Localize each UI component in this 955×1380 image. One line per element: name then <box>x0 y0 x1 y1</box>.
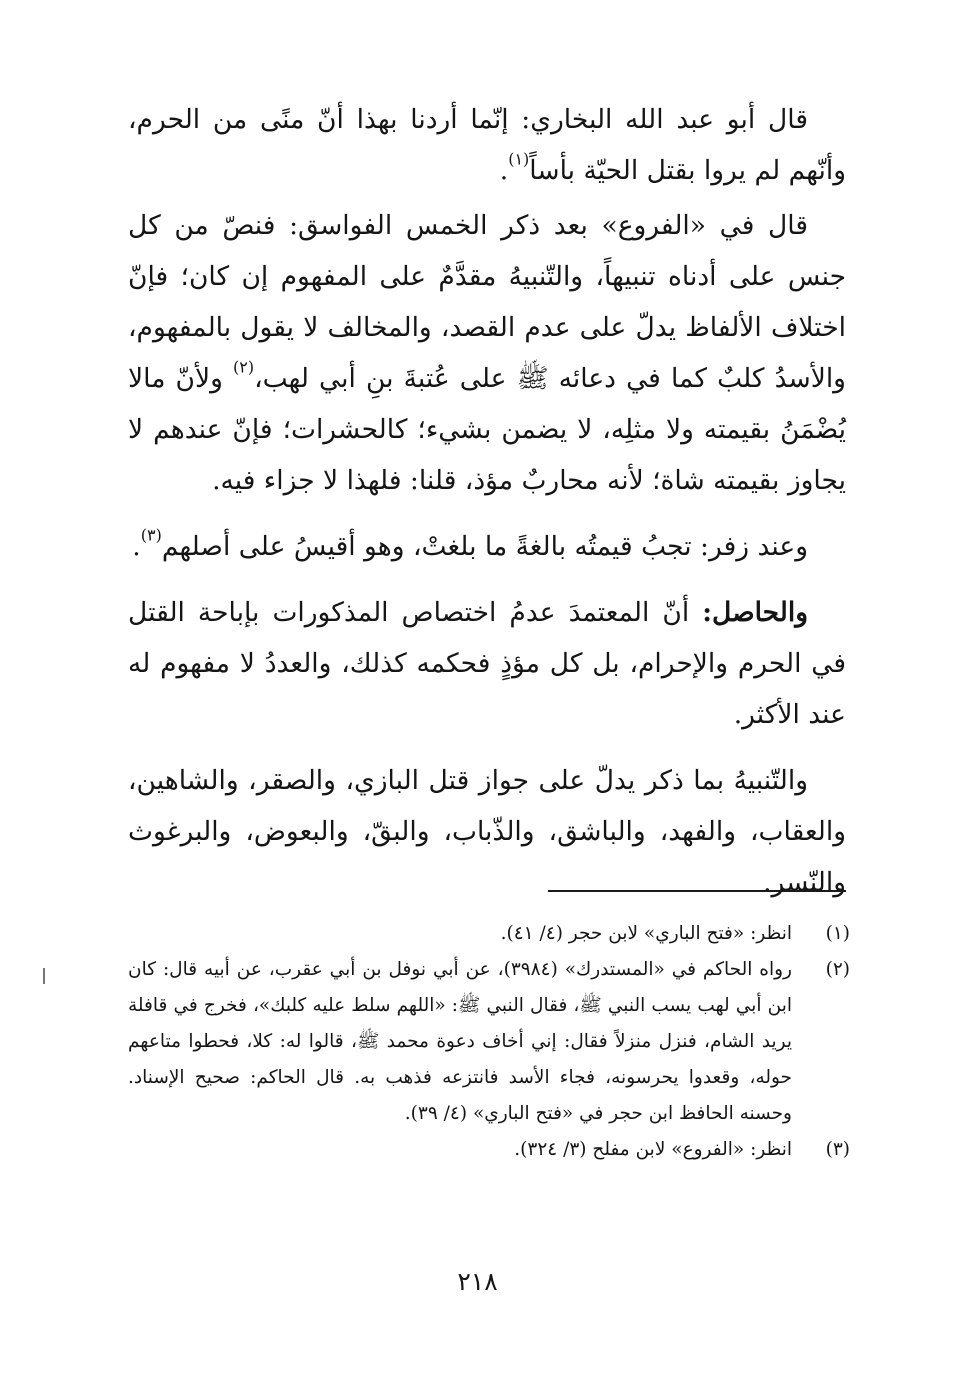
paragraph-4 <box>128 587 846 740</box>
paragraph-1-end: . <box>499 155 509 186</box>
footnote-number: (٣) <box>825 1139 850 1160</box>
paragraph-4-lead: والحاصل: <box>702 597 808 628</box>
paragraph-5 <box>128 755 846 908</box>
paragraph-3 <box>128 521 846 572</box>
footnote-number: (٢) <box>825 959 850 980</box>
footnote-1 <box>128 916 850 952</box>
footnote-2 <box>128 952 850 1132</box>
footnote-ref-1: (١) <box>508 149 530 169</box>
paragraph-1 <box>128 94 846 196</box>
footnote-number: (١) <box>825 923 850 944</box>
paragraph-1-text: قال أبو عبد الله البخاري: إنّما أردنا بهذا أنّ منًى من الحرم، وأنّهم لم يروا بقتل الحيّة بأساً <box>128 104 846 186</box>
main-text <box>128 94 846 908</box>
footnotes <box>128 916 850 1168</box>
paragraph-2 <box>128 200 846 506</box>
paragraph-3-text: وعند زفر: تجبُ قيمتُه بالغةً ما بلغتْ، وهو أقيسُ على أصلهم <box>161 531 808 562</box>
footnote-3 <box>128 1132 850 1168</box>
scan-edge-mark <box>43 968 45 984</box>
footnote-text: رواه الحاكم في «المستدرك» (٣٩٨٤)، عن أبي نوفل بن أبي عقرب، عن أبيه قال: كان ابن أبي لهب يسب النبي ﷺ، فقال النبي ﷺ: «اللهم سلط عليه كلبك»، فخرج في قافلة يريد الشام، فنزل منزلاً فقال: إني أخاف دعوة محمد ﷺ، قالوا له: كلا، فحطوا متاعهم حوله، وقعدوا يحرسونه، فجاء الأسد فانتزعه فذهب به. قال الحاكم: صحيح الإسناد. وحسنه الحافظ ابن حجر في «فتح الباري» (٤/ ٣٩). <box>128 959 792 1124</box>
paragraph-2-text-a: قال في «الفروع» بعد ذكر الخمس الفواسق: فنصّ من كل جنس على أدناه تنبيهاً، والتّنبيهُ مقدَّمٌ على المفهوم إن كان؛ فإنّ اختلاف الألفاظ يدلّ على عدم القصد، والمخالف لا يقول بالمفهوم، والأسدُ كلبٌ كما في دعائه ﷺ على عُتبةَ بنِ أبي لهب، <box>128 210 846 394</box>
footnote-ref-2: (٢) <box>232 357 255 377</box>
paragraph-2-text-b: ولأنّ مالا يُضْمَنُ بقيمته ولا مثلِه، لا يضمن بشيء؛ كالحشرات؛ فإنّ عندهم لا يجاوز بقيمته شاة؛ لأنه محاربٌ مؤذ، قلنا: فلهذا لا جزاء فيه. <box>128 363 846 496</box>
paragraph-3-end: . <box>132 531 141 562</box>
footnote-ref-3: (٣) <box>140 525 162 545</box>
paragraph-5-text: والتّنبيهُ بما ذكر يدلّ على جواز قتل البازي، والصقر، والشاهين، والعقاب، والفهد، والباشق، والذّباب، والبقّ، والبعوض، والبرغوث والنّسر. <box>128 765 846 898</box>
footnote-separator <box>548 890 846 892</box>
footnote-text: انظر: «فتح الباري» لابن حجر (٤/ ٤١). <box>500 923 792 944</box>
page-number: ٢١٨ <box>457 1267 498 1296</box>
footnote-text: انظر: «الفروع» لابن مفلح (٣/ ٣٢٤). <box>514 1139 792 1160</box>
paragraph-4-text: أنّ المعتمدَ عدمُ اختصاص المذكورات بإباحة القتل في الحرم والإحرام، بل كل مؤذٍ فحكمه كذلك، والعددُ لا مفهوم له عند الأكثر. <box>128 597 846 730</box>
